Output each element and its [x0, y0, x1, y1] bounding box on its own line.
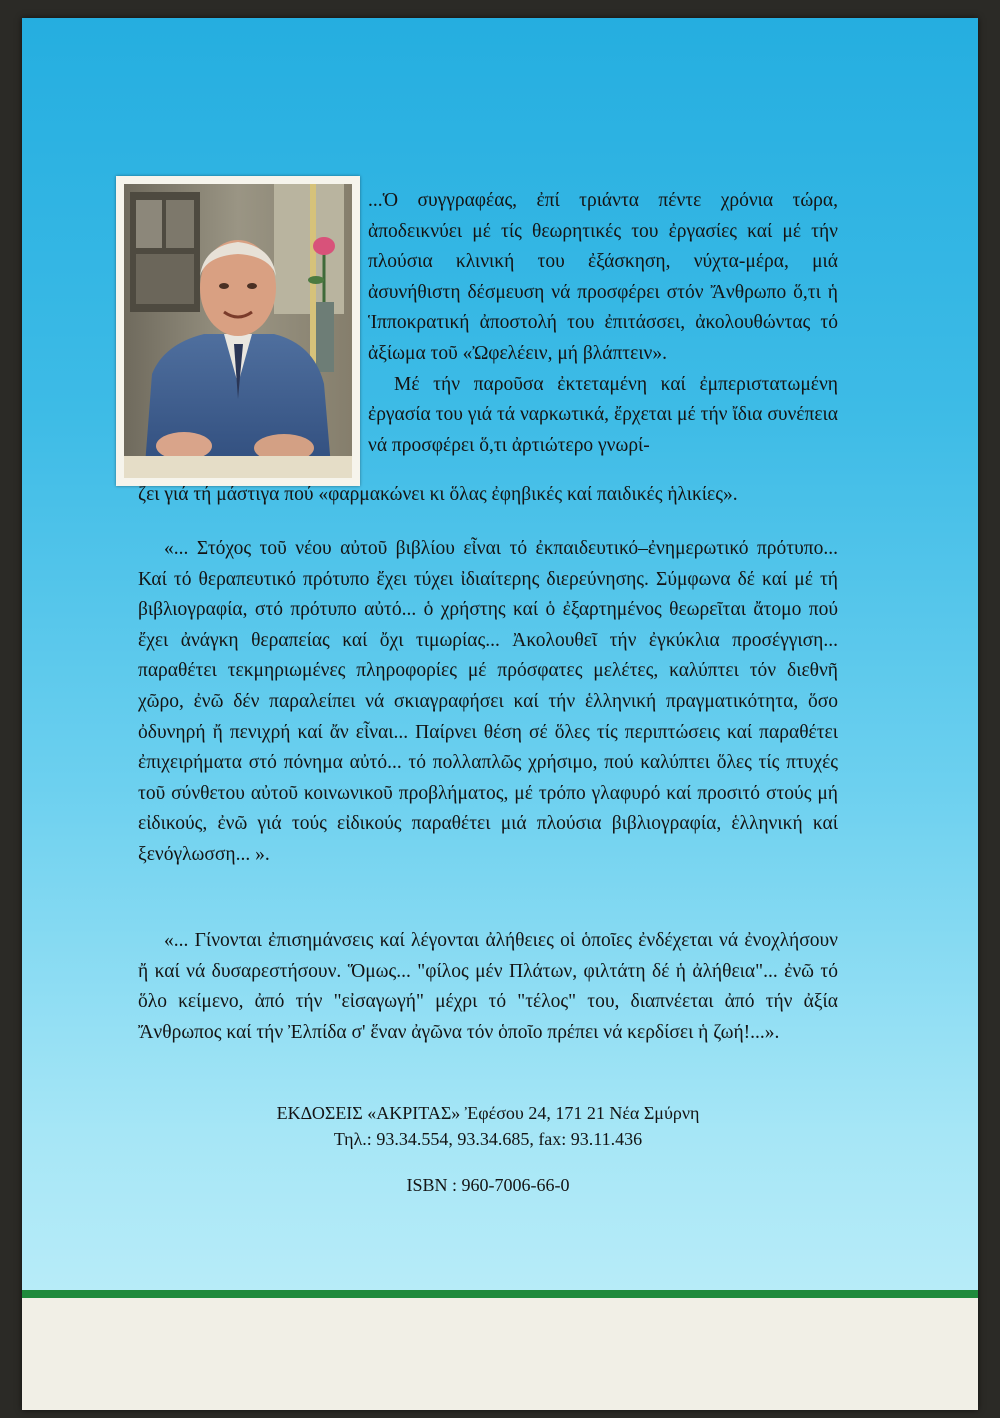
review-quote-2-text: «... Γίνονται ἐπισημάνσεις καί λέγονται ἀλήθειες οἱ ὁποῖες ἐνδέχεται νά ἐνοχλήσουν ἤ καί νά δυσαρεστήσουν. Ὅμως... "φίλος μέν Πλάτων, φιλτάτη δέ ἡ ἀλήθεια"... ἐνῶ τό ὅλο κείμενο, ἀπό τήν "εἰσαγωγή" μέχρι τό "τέλος" του, διαπνέεται ἀπό τήν ἀξία Ἄνθρωπος καί τήν Ἐλπίδα σ' ἕναν ἀγῶνα τόν ὁποῖο πρέπει νά κερδίσει ἡ ζωή!...».: [138, 930, 838, 1043]
isbn: ISBN : 960-7006-66-0: [406, 1175, 570, 1195]
review-quote-1-text: «... Στόχος τοῦ νέου αὐτοῦ βιβλίου εἶναι τό ἐκπαιδευτικό–ἐνημερωτικό πρότυπο... Καί τό θεραπευτικό πρότυπο ἔχει τύχει ἰδιαίτερης διερεύνησης. Σύμφωνα δέ καί μέ τή βιβλιογραφία, στό πρότυπο αὐτό... ὁ χρήστης καί ὁ ἐξαρτημένος θεωρεῖται ἄτομο πού ἔχει ἀνάγκη θεραπείας καί ὄχι τιμωρίας... Ἀκολουθεῖ τήν ἐγκύκλια προσέγγιση... παραθέτει τεκμηριωμένες πληροφορίες μέ πρόσφατες μελέτες, καλύπτει τόν διεθνῆ χῶρο, ἐνῶ δέν παραλείπει νά σκιαγραφήσει καί τήν ἑλληνική πραγματικότητα, ὅσο ὀδυνηρή ἤ πενιχρή καί ἄν εἶναι... Παίρνει θέση σέ ὅλες τίς περιπτώσεις καί παραθέτει ἐπιχειρήματα στό πόνημα αὐτό... τό πολλαπλῶς χρήσιμο, πού καλύπτει ὅλες τίς πτυχές τοῦ σύνθετου αὐτοῦ κοινωνικοῦ προβλήματος, μέ τρόπο γλαφυρό καί προσιτό στούς μή εἰδικούς, ἐνῶ γιά τούς εἰδικούς παραθέτει μιά πλούσια βιβλιογραφία, ἑλληνική καί ξενόγλωσση... ».: [138, 538, 838, 865]
back-cover: [22, 18, 978, 1410]
author-photo: [116, 176, 360, 486]
intro-paragraph-1: ...Ὁ συγγραφέας, ἐπί τριάντα πέντε χρόνια τώρα, ἀποδεικνύει μέ τίς θεωρητικές του ἐργασίες καί μέ τήν πλούσια κλινική του ἐξάσκηση, νύχτα-μέρα, μιά ἀσυνήθιστη δέσμευση νά προσφέρει στόν Ἄνθρωπο ὅ,τι ἡ Ἱπποκρατική ἀποστολή του ἐπιτάσσει, ἀκολουθώντας τό ἀξίωμα τοῦ «Ὠφελέειν, μή βλάπτειν».: [368, 190, 838, 364]
green-stripe: [22, 1290, 978, 1298]
intro-paragraph-2: Μέ τήν παροῦσα ἐκτεταμένη καί ἐμπεριστατωμένη ἐργασία του γιά τά ναρκωτικά, ἔρχεται μέ τήν ἴδια συνέπεια νά προσφέρει ὅ,τι ἀρτιώτερο γνωρί-: [368, 373, 838, 456]
review-quote-1: [138, 534, 838, 871]
publisher-phone: Τηλ.: 93.34.554, 93.34.685, fax: 93.11.436: [333, 1129, 643, 1149]
intro-paragraph-2-end: ζει γιά τή μάστιγα πού «φαρμακώνει κι ὅλας ἐφηβικές καί παιδικές ἡλικίες».: [138, 484, 738, 505]
review-quote-2: [138, 926, 838, 1048]
publisher-address: ΕΚΔΟΣΕΙΣ «ΑΚΡΙΤΑΣ» Ἐφέσου 24, 171 21 Νέα Σμύρνη: [276, 1103, 700, 1123]
paper-band: [22, 1298, 978, 1410]
author-intro: [368, 186, 838, 461]
author-portrait-image: [124, 184, 352, 478]
